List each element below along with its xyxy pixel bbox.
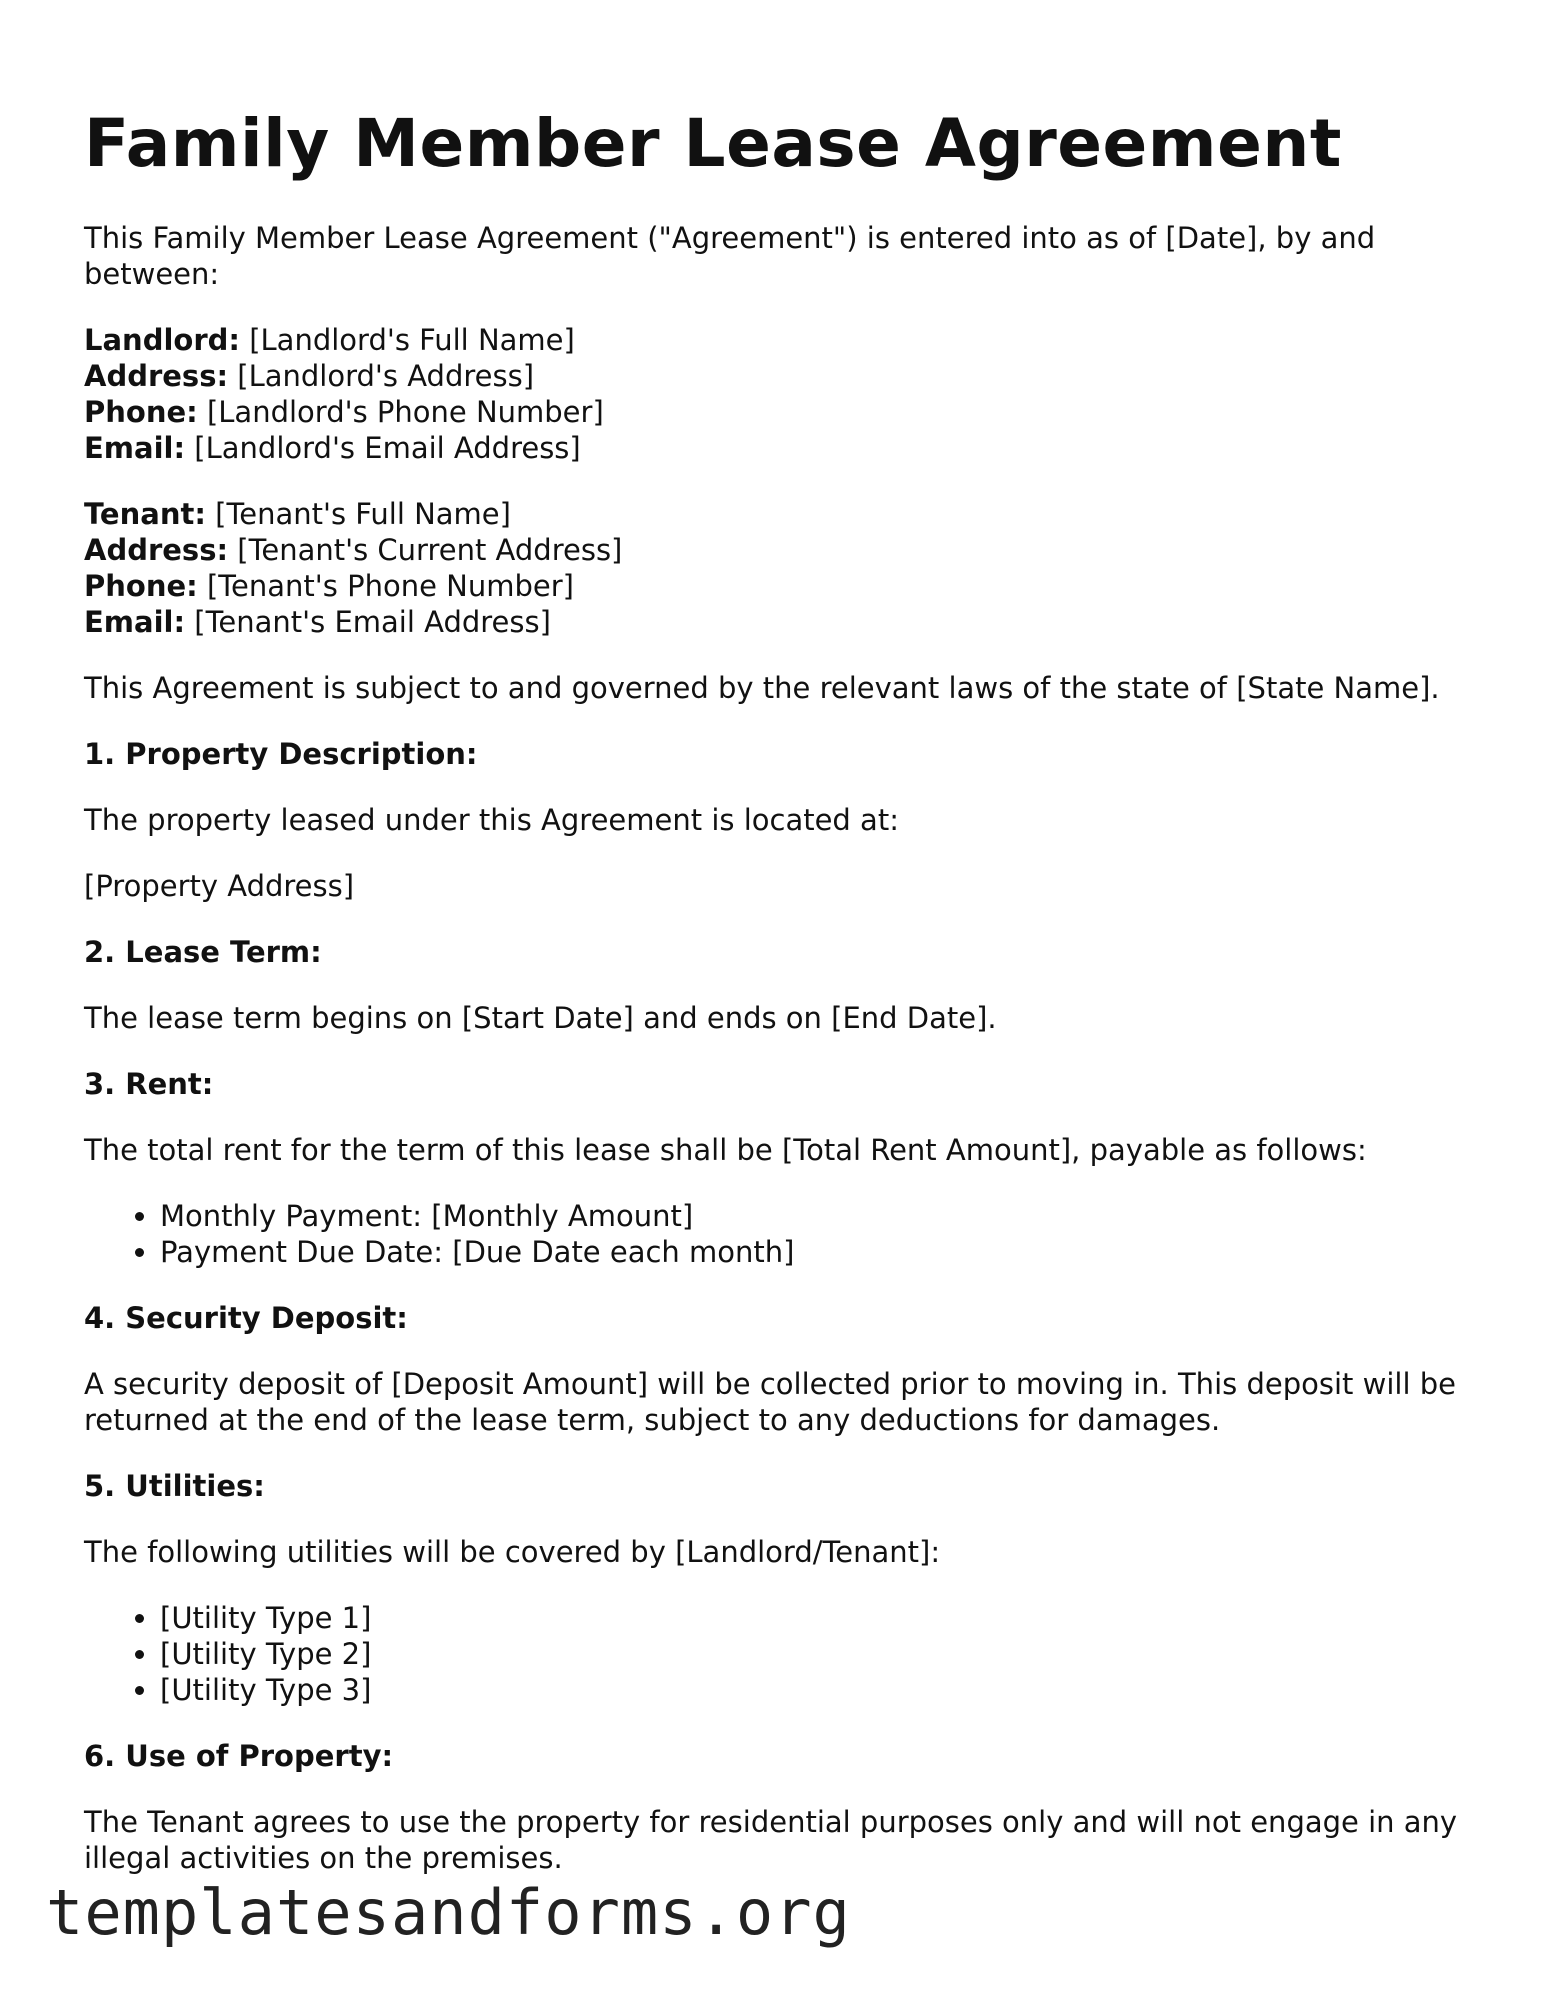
document-title: Family Member Lease Agreement bbox=[84, 105, 1342, 182]
list-item: • Monthly Payment: [Monthly Amount] bbox=[160, 1198, 1464, 1234]
tenant-phone-label: Phone: bbox=[84, 569, 198, 603]
section-heading-property: 1. Property Description: bbox=[84, 737, 478, 771]
list-item: • [Utility Type 2] bbox=[160, 1636, 1464, 1672]
use-text: The Tenant agrees to use the property for residential purposes only and will not engage in any illegal activities on the premises. bbox=[84, 1805, 1458, 1875]
tenant-block bbox=[84, 496, 1464, 640]
list-item: • [Utility Type 3] bbox=[160, 1672, 1464, 1708]
governing-law-paragraph: This Agreement is subject to and governed by the relevant laws of the state of [State Name]. bbox=[84, 671, 1440, 705]
landlord-name-label: Landlord: bbox=[84, 323, 240, 357]
landlord-phone-value: [Landlord's Phone Number] bbox=[197, 395, 604, 429]
rent-text: The total rent for the term of this lease shall be [Total Rent Amount], payable as follows: bbox=[84, 1133, 1367, 1167]
section-heading-utilities: 5. Utilities: bbox=[84, 1469, 265, 1503]
landlord-name-value: [Landlord's Full Name] bbox=[239, 323, 575, 357]
section-heading-rent: 3. Rent: bbox=[84, 1067, 214, 1101]
landlord-block bbox=[84, 322, 1464, 466]
section-heading-term: 2. Lease Term: bbox=[84, 935, 322, 969]
tenant-address-label: Address: bbox=[84, 533, 229, 567]
term-text: The lease term begins on [Start Date] and ends on [End Date]. bbox=[84, 1001, 997, 1035]
landlord-phone-label: Phone: bbox=[84, 395, 198, 429]
list-item: • [Utility Type 1] bbox=[160, 1600, 1464, 1636]
landlord-email-value: [Landlord's Email Address] bbox=[185, 431, 581, 465]
list-item: • Payment Due Date: [Due Date each month] bbox=[160, 1234, 1464, 1270]
deposit-text: A security deposit of [Deposit Amount] will be collected prior to moving in. This deposit will be returned at the end of the lease term, subject to any deductions for damages. bbox=[84, 1367, 1456, 1437]
tenant-email-value: [Tenant's Email Address] bbox=[185, 605, 551, 639]
section-heading-use: 6. Use of Property: bbox=[84, 1739, 394, 1773]
watermark: templatesandforms.org bbox=[46, 1876, 851, 1949]
landlord-address-value: [Landlord's Address] bbox=[228, 359, 535, 393]
landlord-address-label: Address: bbox=[84, 359, 229, 393]
property-address: [Property Address] bbox=[84, 869, 355, 903]
document-body bbox=[84, 220, 1464, 1906]
tenant-phone-value: [Tenant's Phone Number] bbox=[197, 569, 574, 603]
tenant-email-label: Email: bbox=[84, 605, 186, 639]
property-text: The property leased under this Agreement is located at: bbox=[84, 803, 899, 837]
tenant-address-value: [Tenant's Current Address] bbox=[228, 533, 623, 567]
tenant-name-value: [Tenant's Full Name] bbox=[205, 497, 511, 531]
tenant-name-label: Tenant: bbox=[84, 497, 206, 531]
utilities-list bbox=[84, 1600, 1464, 1708]
landlord-email-label: Email: bbox=[84, 431, 186, 465]
section-heading-deposit: 4. Security Deposit: bbox=[84, 1301, 408, 1335]
intro-paragraph: This Family Member Lease Agreement ("Agreement") is entered into as of [Date], by and between: bbox=[84, 221, 1376, 291]
rent-list bbox=[84, 1198, 1464, 1270]
utilities-text: The following utilities will be covered by [Landlord/Tenant]: bbox=[84, 1535, 941, 1569]
